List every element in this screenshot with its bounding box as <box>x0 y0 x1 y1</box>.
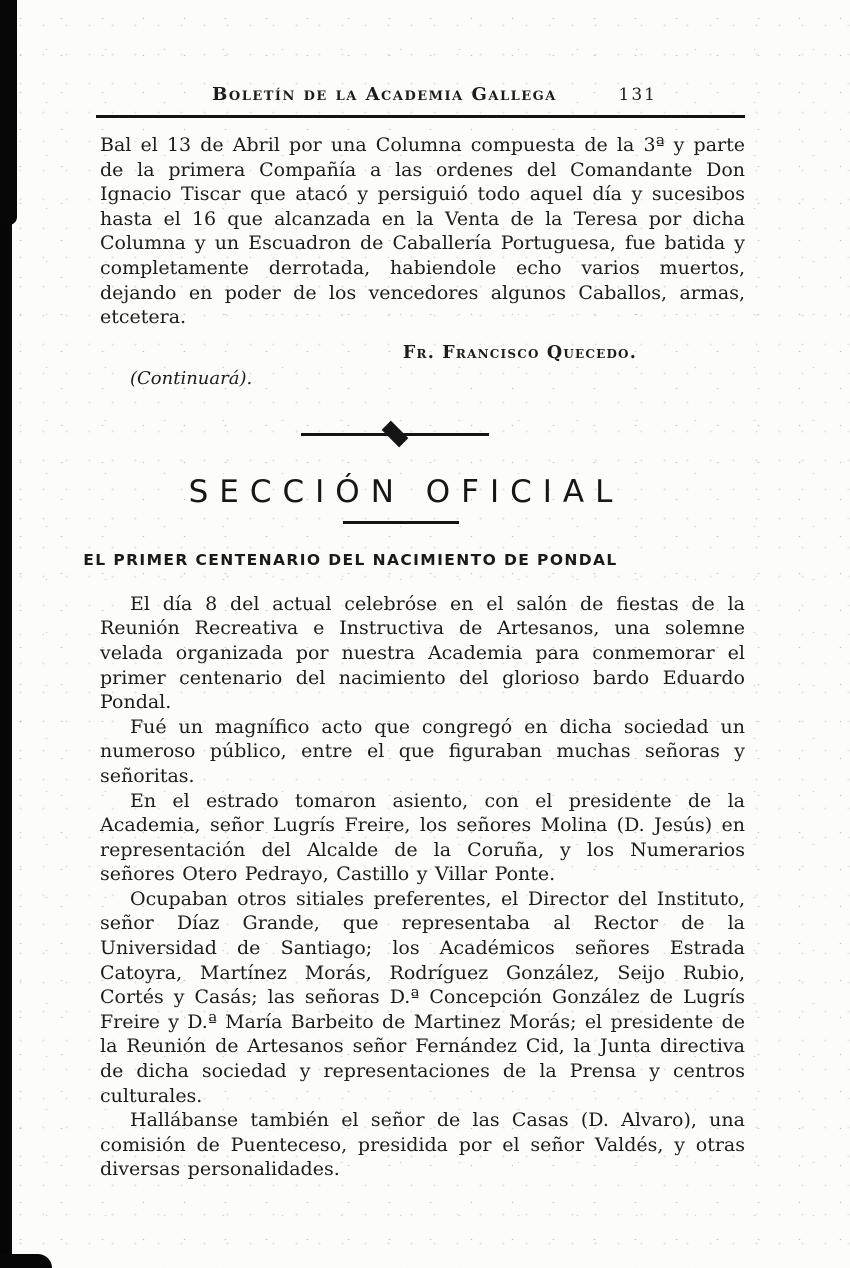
continuation-note: (Continuará). <box>130 367 253 389</box>
diamond-ornament-icon <box>381 421 408 448</box>
article-paragraph: Ocupaban otros sitiales preferentes, el Director del Instituto, señor Díaz Grande, que representaba al Rector de la Universidad de Santiago; los Académicos señores Estrada Catoyra, Martínez Morás, Rodríguez González, Seijo Rubio, Cortés y Casás; las señoras D.ª Concepción González de Lugrís Freire y D.ª María Barbeito de Martinez Morás; el presidente de la Reunión de Artesanos señor Fernández Cid, la Junta directiva de dicha sociedad y representaciones de la Prensa y centros culturales. <box>100 887 745 1107</box>
article-paragraph: Fué un magnífico acto que congregó en dicha sociedad un numeroso público, entre el que figuraban muchas señoras y señoritas. <box>100 715 745 787</box>
journal-title: Boletín de la Academia Gallega <box>212 84 557 105</box>
article-paragraph: El día 8 del actual celebróse en el salón de fiestas de la Reunión Recreativa e Instructiva de Artesanos, una solemne velada organizada por nuestra Academia para conmemorar el primer centenario del nacimiento del glorioso bardo Eduardo Pondal. <box>100 592 745 714</box>
section-divider-ornament <box>301 433 489 436</box>
masthead <box>100 84 745 110</box>
section-title-rule <box>343 521 459 524</box>
book-binding-shadow-foot <box>0 1254 52 1268</box>
article-paragraph: Hallábanse también el señor de las Casas (D. Alvaro), una comisión de Puenteceso, presidida por el señor Valdés, y otras diversas personalidades. <box>100 1109 745 1181</box>
section-title: SECCIÓN OFICIAL <box>188 473 624 510</box>
article-headline: EL PRIMER CENTENARIO DEL NACIMIENTO DE PONDAL <box>83 550 618 569</box>
author-signature: Fr. Francisco Quecedo. <box>402 342 637 363</box>
masthead-rule <box>96 115 745 118</box>
article-body <box>100 592 745 1182</box>
page-number: 131 <box>618 85 657 105</box>
article-paragraph: En el estrado tomaron asiento, con el presidente de la Academia, señor Lugrís Freire, los señores Molina (D. Jesús) en representación del Alcalde de la Coruña, y los Numerarios señores Otero Pedrayo, Castillo y Villar Ponte. <box>100 789 745 886</box>
article-continuation-paragraph: Bal el 13 de Abril por una Columna compuesta de la 3ª y parte de la primera Compañía a las ordenes del Comandante Don Ignacio Tiscar que atacó y persiguió todo aquel día y sucesibos hasta el 16 que alcanzada en la Venta de la Teresa por dicha Columna y un Escuadron de Caballería Portuguesa, fue batida y completamente derrotada, habiendole echo varios muertos, dejando en poder de los vencedores algunos Caballos, armas, etcetera. <box>100 134 745 329</box>
